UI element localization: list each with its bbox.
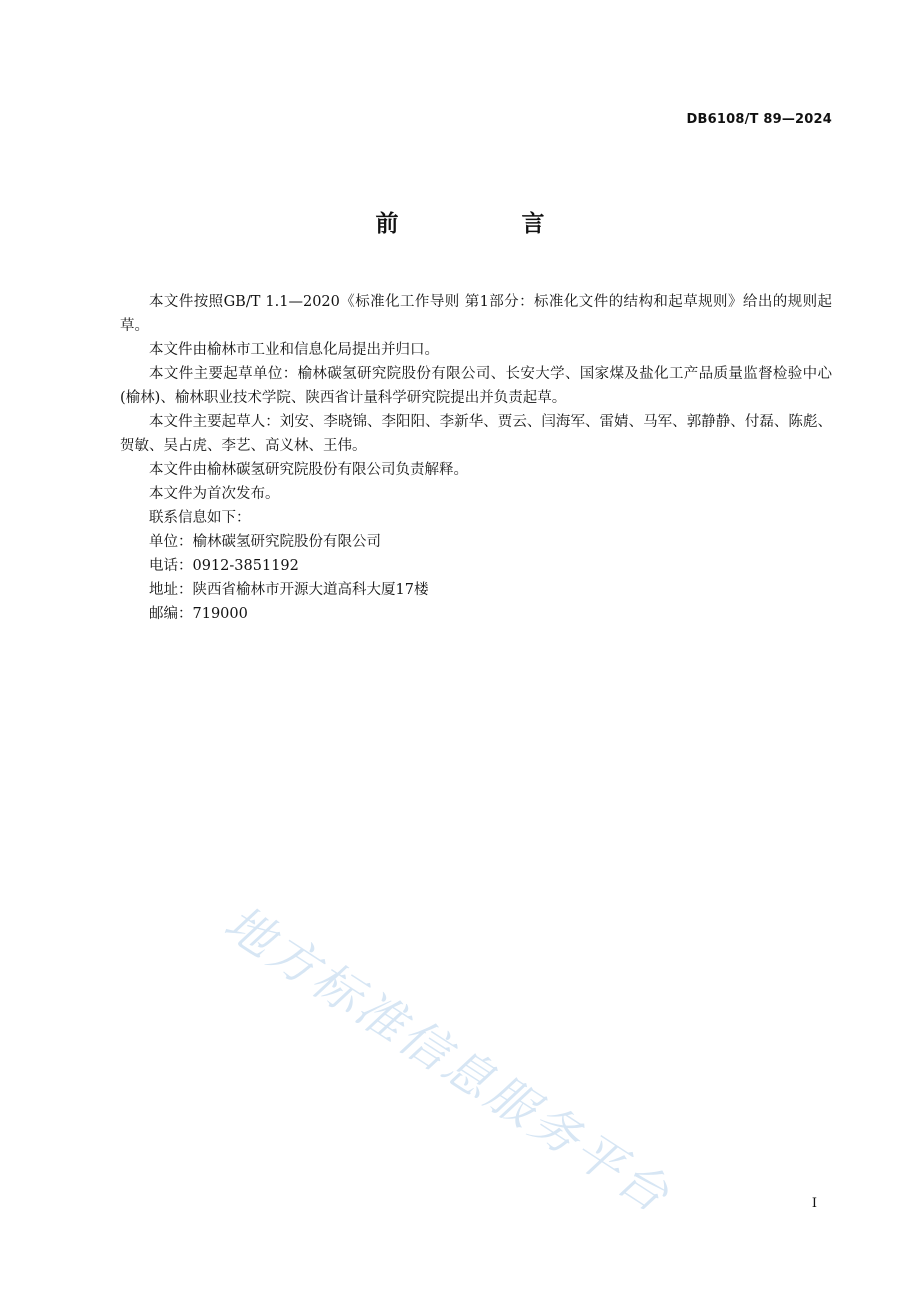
paragraph-proposer: 本文件由榆林市工业和信息化局提出并归口。 (149, 342, 439, 358)
page-number: I (811, 1196, 817, 1211)
document-code: DB6108/T 89—2024 (686, 112, 832, 127)
contact-address: 地址：陕西省榆林市开源大道高科大厦17楼 (149, 582, 429, 598)
paragraph-drafters: 本文件主要起草人：刘安、李晓锦、李阳阳、李新华、贾云、闫海军、雷婧、马军、郭静静、付磊、陈彪、贺敏、吴占虎、李艺、高义林、王伟。 (120, 414, 832, 454)
paragraph-drafting-rules: 本文件按照GB/T 1.1—2020《标准化工作导则 第1部分：标准化文件的结构和起草规则》给出的规则起草。 (120, 294, 832, 334)
watermark: 地方标准信息服务平台 (214, 894, 681, 1225)
contact-unit: 单位：榆林碳氢研究院股份有限公司 (149, 534, 381, 550)
page-title: 前 言 (375, 211, 595, 237)
paragraph-contact-heading: 联系信息如下： (149, 510, 251, 526)
contact-phone: 电话：0912-3851192 (149, 558, 299, 574)
paragraph-drafting-units: 本文件主要起草单位：榆林碳氢研究院股份有限公司、长安大学、国家煤及盐化工产品质量监督检验中心(榆林)、榆林职业技术学院、陕西省计量科学研究院提出并负责起草。 (120, 366, 832, 406)
foreword-body (120, 290, 832, 626)
contact-postcode: 邮编：719000 (149, 606, 248, 622)
paragraph-interpretation: 本文件由榆林碳氢研究院股份有限公司负责解释。 (149, 462, 468, 478)
paragraph-first-release: 本文件为首次发布。 (149, 486, 280, 502)
